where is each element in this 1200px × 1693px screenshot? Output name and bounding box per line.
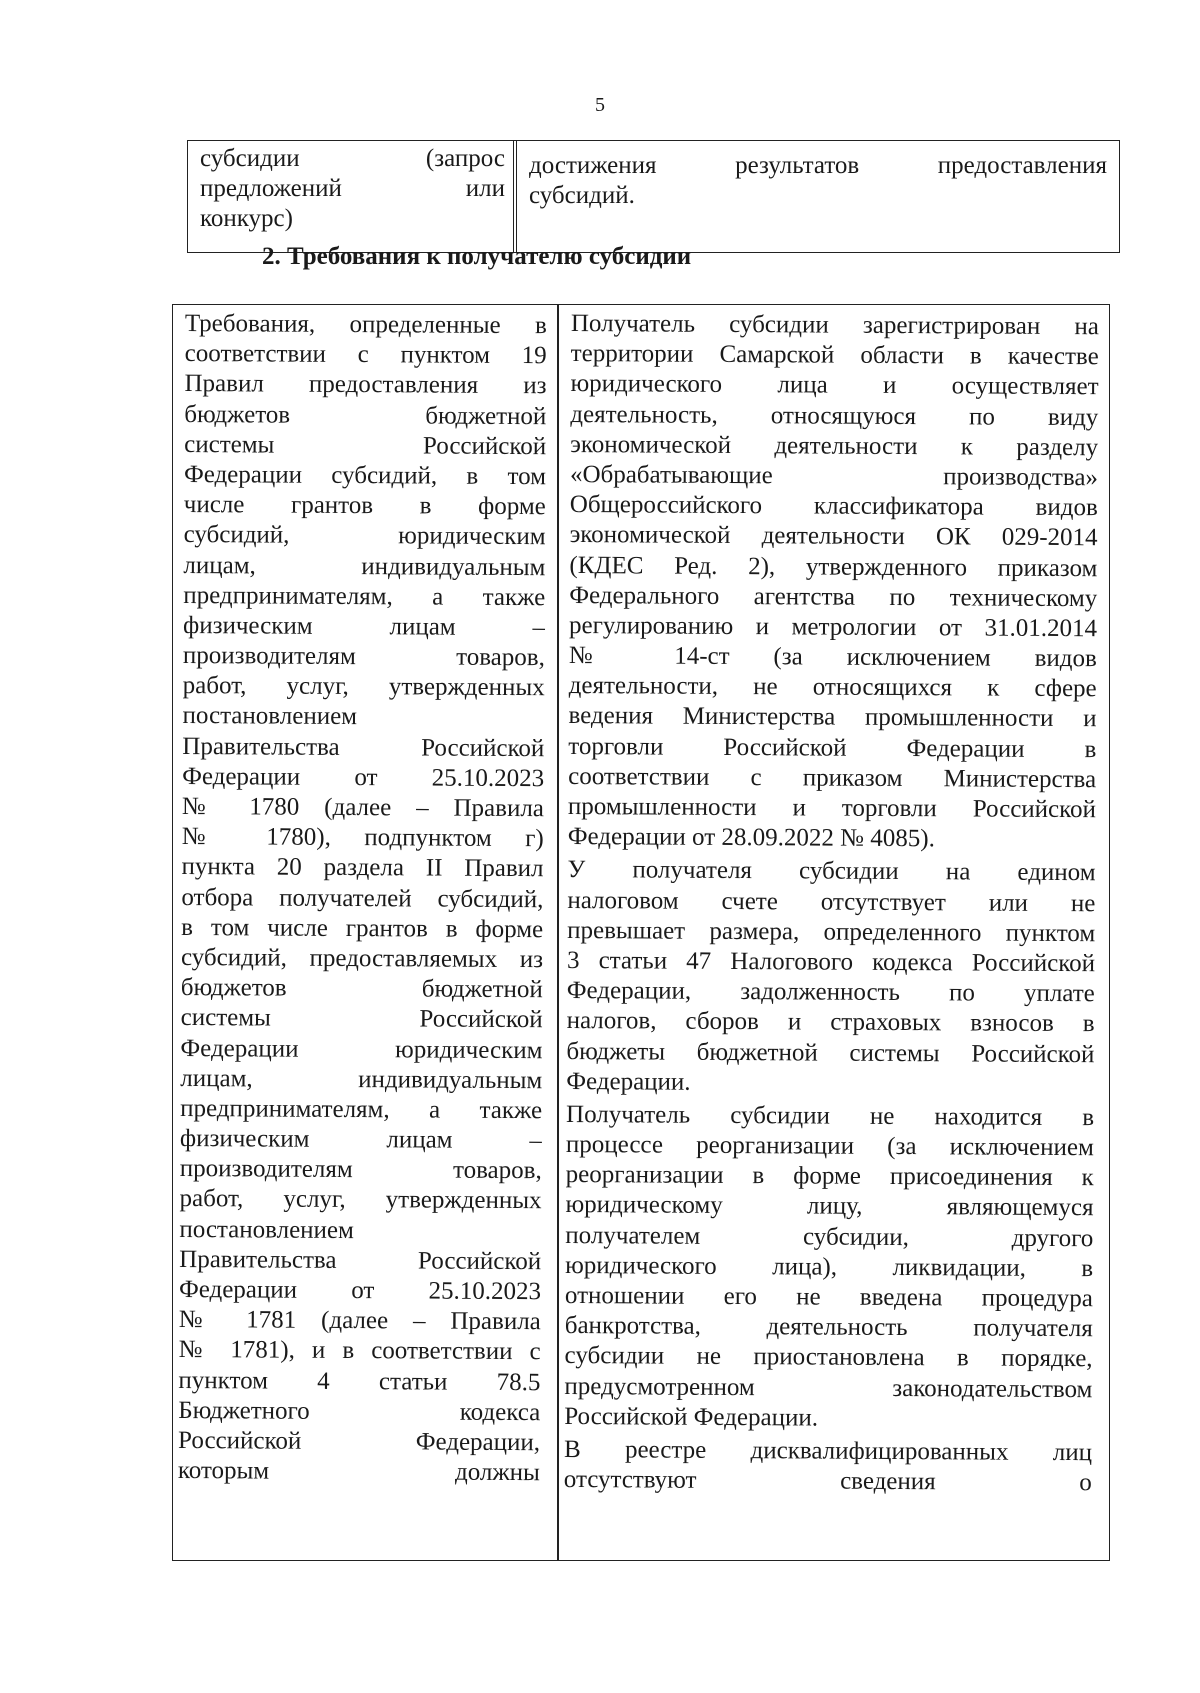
text-line: производителям товаров,	[182, 642, 545, 672]
text-line: постановлением	[182, 702, 358, 731]
text-line: деятельность, относящуюся по виду	[570, 400, 1099, 431]
requirement-paragraph	[564, 1100, 1094, 1435]
text-line: лицам, индивидуальным	[183, 551, 546, 581]
requirement-paragraph	[564, 1435, 1092, 1499]
text-line: числе грантов в форме	[183, 491, 546, 521]
text-line: превышает размера, определенного пунктом	[567, 916, 1096, 947]
text-line: отбора получателей субсидий,	[181, 883, 544, 913]
table-top-left-cell	[188, 141, 514, 252]
text-line: в том числе грантов в форме	[181, 913, 544, 943]
text-line: экономической деятельности ОК 029-2014	[569, 521, 1098, 552]
text-line: «Обрабатывающие производства»	[569, 460, 1099, 492]
text-line: Федерации, задолженность по уплате	[566, 977, 1095, 1008]
text-line: территории Самарской области в качестве	[570, 340, 1099, 371]
text-line: Федерации.	[566, 1067, 691, 1096]
text-line: соответствии с пунктом 19	[184, 340, 547, 370]
text-line: системы Российской	[180, 1004, 543, 1034]
text-line: реорганизации в форме присоединения к	[565, 1161, 1094, 1192]
text-line: торговли Российской Федерации в	[568, 732, 1097, 763]
text-line: Требования, определенные в	[184, 309, 547, 340]
section-heading: 2. Требования к получателю субсидии	[262, 243, 692, 270]
text-line: которым должны	[177, 1457, 540, 1487]
text-line: субсидий, юридическим	[183, 521, 546, 551]
text-line: предусмотренном законодательством	[564, 1372, 1093, 1403]
requirement-paragraph	[568, 309, 1099, 856]
text-line: получателем субсидии, другого	[565, 1221, 1094, 1252]
requirements-basis-text	[178, 309, 547, 1489]
text-line: Правительства Российской	[179, 1245, 542, 1276]
text-line: Федерации от 25.10.2023	[178, 1275, 542, 1306]
text-line: экономической деятельности к разделу	[570, 430, 1099, 461]
text-line: Российской Федерации,	[178, 1426, 541, 1457]
text-line: отсутствуют сведения о	[563, 1466, 1092, 1497]
text-line: пункта 20 раздела II Правил	[181, 853, 544, 883]
text-line: Федерации субсидий, в том	[183, 460, 547, 491]
text-line: налогов, сборов и страховых взносов в	[566, 1007, 1095, 1038]
text-line: Правил предоставления из	[184, 370, 547, 400]
text-line: бюджетов бюджетной	[184, 400, 547, 430]
text-line: лицам, индивидуальным	[180, 1064, 543, 1094]
requirements-right-cell	[558, 305, 1109, 1560]
text-line: В реестре дисквалифицированных лиц	[563, 1435, 1093, 1467]
text-line: системы Российской	[184, 430, 547, 460]
text-line: соответствии с приказом Министерства	[568, 762, 1097, 794]
text-line: юридического лица и осуществляет	[570, 370, 1099, 401]
text-line: предпринимателям, а также	[183, 581, 546, 611]
text-line: работ, услуг, утвержденных	[179, 1185, 542, 1215]
text-line: № 1781), и в соответствии с	[178, 1336, 541, 1366]
text-line: промышленности и торговли Российской	[567, 792, 1097, 824]
text-line: Российской Федерации.	[564, 1402, 819, 1432]
text-line: субсидии (запрос	[200, 145, 505, 172]
text-line: ведения Министерства промышленности и	[568, 702, 1097, 733]
text-line: предложений или	[200, 175, 505, 203]
text-line: № 1780), подпунктом г)	[181, 823, 544, 853]
text-line: Общероссийского классификатора видов	[569, 491, 1098, 522]
text-line: У получателя субсидии на едином	[567, 856, 1096, 887]
text-line: бюджеты бюджетной системы Российской	[566, 1037, 1095, 1068]
text-line: физическим лицам –	[179, 1125, 543, 1155]
text-line: работ, услуг, утвержденных	[182, 672, 545, 702]
text-line: Получатель субсидии зарегистрирован на	[570, 309, 1099, 341]
requirement-paragraph	[566, 855, 1095, 1100]
text-line: отношении его не введена процедура	[564, 1281, 1094, 1313]
text-line: деятельности, не относящихся к сфере	[568, 672, 1097, 703]
text-line: постановлением	[179, 1215, 354, 1244]
text-line: юридическому лицу, являющемуся	[565, 1191, 1094, 1222]
requirements-list-text	[564, 309, 1099, 1499]
text-line: субсидий, предоставляемых из	[180, 943, 544, 974]
page-number: 5	[595, 94, 605, 116]
text-line: № 1780 (далее – Правила	[181, 792, 545, 823]
text-line: бюджетов бюджетной	[180, 974, 543, 1004]
table-top	[187, 140, 1120, 253]
text-line: регулированию и метрологии от 31.01.2014	[568, 611, 1098, 643]
text-line: (КДЕС Ред. 2), утвержденного приказом	[569, 551, 1098, 582]
requirements-table	[172, 304, 1110, 1561]
text-line: достижения результатов предоставления	[529, 152, 1107, 179]
text-line: Федерального агентства по техническому	[569, 581, 1098, 612]
text-line: 3 статьи 47 Налогового кодекса Российской	[566, 946, 1096, 978]
text-line: банкротства, деятельность получателя	[564, 1312, 1093, 1343]
text-line: конкурс)	[200, 205, 293, 233]
text-line: пунктом 4 статьи 78.5	[178, 1366, 541, 1396]
text-line: Бюджетного кодекса	[178, 1396, 541, 1426]
text-line: налоговом счете отсутствует или не	[567, 886, 1096, 917]
top-right-text	[529, 151, 1107, 211]
text-line: № 1781 (далее – Правила	[178, 1306, 541, 1336]
top-left-text	[200, 144, 505, 235]
table-top-right-cell	[516, 141, 1119, 252]
text-line: № 14-ст (за исключением видов	[568, 642, 1097, 673]
text-line: производителям товаров,	[179, 1155, 542, 1185]
text-line: Федерации от 25.10.2023	[182, 762, 545, 793]
text-line: процессе реорганизации (за исключением	[565, 1131, 1094, 1162]
text-line: субсидий.	[529, 182, 635, 210]
text-line: юридического лица), ликвидации, в	[565, 1251, 1094, 1283]
text-line: физическим лицам –	[182, 611, 546, 642]
text-line: Получатель субсидии не находится в	[565, 1100, 1095, 1132]
text-line: Федерации юридическим	[180, 1034, 543, 1064]
text-line: субсидии не приостановлена в порядке,	[564, 1342, 1093, 1373]
text-line: Федерации от 28.09.2022 № 4085).	[567, 823, 935, 853]
text-line: Правительства Российской	[182, 732, 545, 762]
requirements-left-cell	[173, 305, 558, 1560]
text-line: предпринимателям, а также	[180, 1094, 543, 1125]
